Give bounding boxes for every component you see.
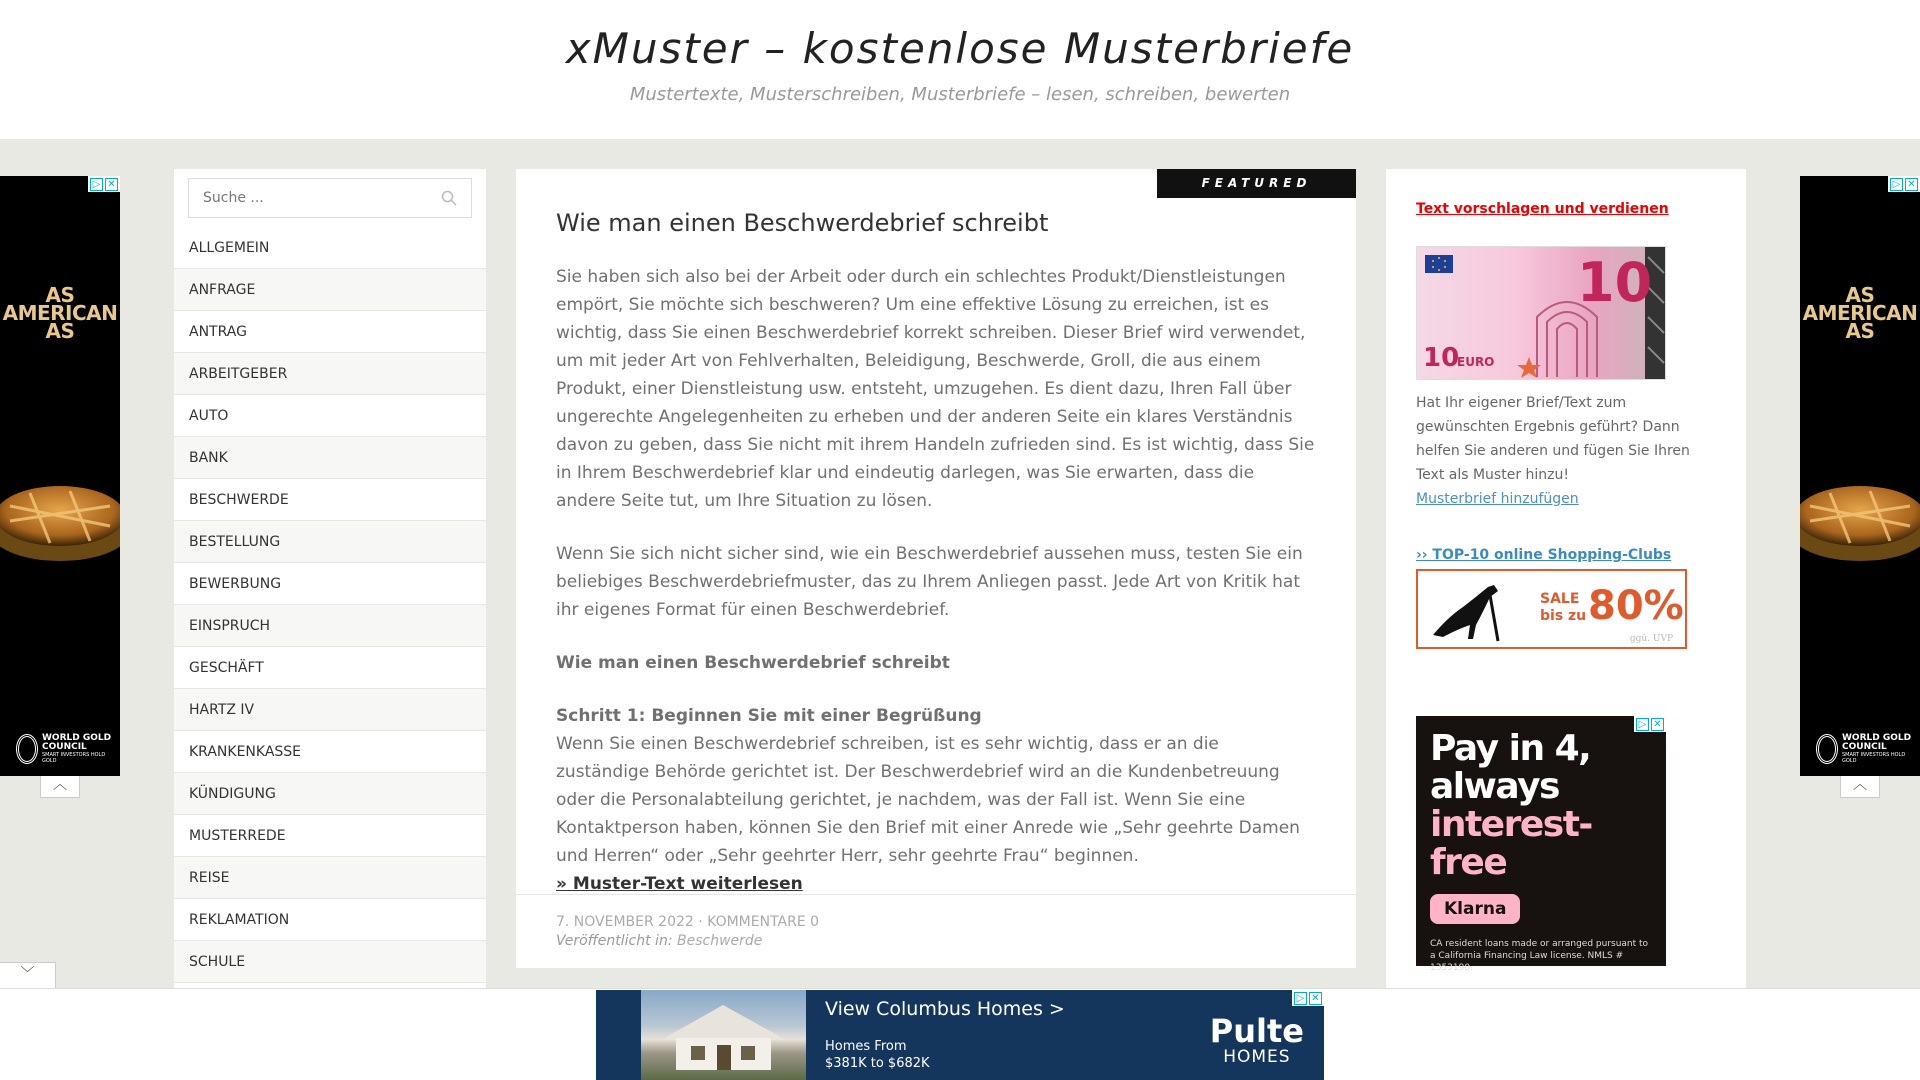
add-template-link[interactable]: Musterbrief hinzufügen: [1416, 491, 1579, 507]
euro-big-value: 10: [1577, 251, 1653, 314]
klarna-line1: Pay in 4,: [1430, 728, 1591, 769]
euro-currency: EURO: [1457, 355, 1495, 369]
sale-label: SALE: [1540, 591, 1580, 607]
sale-banner[interactable]: [1416, 569, 1687, 649]
wgc-brand: WORLD GOLD COUNCIL: [42, 733, 112, 752]
klarna-line2: always: [1430, 766, 1559, 807]
category-item[interactable]: SCHULE: [174, 941, 486, 983]
step-text: Wenn Sie einen Beschwerdebrief schreiben, ist es sehr wichtig, dass er an die zuständige Behörde gerichtet ist. Der Beschwerdebrief wird an die Kundenbetreuung oder die Personalabteilung gerichtet, je nachdem, was der Fall ist. Wenn Sie eine Kontaktperson haben, können Sie den Brief mit einer Anrede wie „Sehr geehrte Damen und Herren“ oder „Sehr geehrter Herr, sehr geehrte Frau“ beginnen.: [556, 734, 1300, 866]
suggest-text: Hat Ihr eigener Brief/Text zum gewünschten Ergebnis geführt? Dann helfen Sie anderen und fügen Sie Ihren Text als Muster hinzu!: [1416, 395, 1690, 483]
euro-value: 10: [1423, 343, 1460, 373]
house-icon: [641, 990, 806, 1080]
category-item[interactable]: BANK: [174, 437, 486, 479]
klarna-line3: interest-free: [1430, 804, 1592, 883]
meta-category-link[interactable]: Beschwerde: [677, 933, 763, 949]
meta-published: [556, 933, 1316, 949]
left-side-ad[interactable]: [0, 176, 120, 776]
category-item[interactable]: EINSPRUCH: [174, 605, 486, 647]
wgc-brand: WORLD GOLD COUNCIL: [1842, 733, 1912, 752]
meta-published-label: Veröffentlicht in:: [556, 933, 673, 949]
article-meta: [516, 894, 1356, 965]
article-step: [556, 702, 1316, 898]
ad-choices-icon[interactable]: ▷ ✕: [1888, 176, 1920, 192]
featured-article: [516, 169, 1356, 968]
pulte-ad-subtitle: [825, 1038, 930, 1072]
wgc-slogan: SMART INVESTORS HOLD GOLD: [1842, 752, 1906, 764]
featured-badge: FEATURED ARTIKEL: [1157, 169, 1356, 198]
side-ad-headline: AS AMERICAN AS: [1802, 283, 1918, 343]
collapse-right-ad-button[interactable]: ︿: [1840, 776, 1880, 798]
house-image: [641, 990, 806, 1080]
site-title[interactable]: xMuster – kostenlose Musterbriefe: [565, 24, 1355, 73]
sale-upto: bis zu: [1540, 608, 1587, 624]
ad-choices-icon[interactable]: ▷ ✕: [88, 176, 120, 192]
sale-note: ggü. UVP: [1629, 634, 1673, 644]
article-title[interactable]: Wie man einen Beschwerdebrief schreibt: [556, 209, 1049, 237]
klarna-button[interactable]: Klarna: [1430, 894, 1520, 924]
suggest-description: [1416, 391, 1716, 511]
suggest-text-link[interactable]: Text vorschlagen und verdienen: [1416, 201, 1669, 217]
wgc-circle-icon: [16, 734, 38, 764]
pulte-sub2: $381K to $682K: [825, 1056, 930, 1071]
article-subheading: Wie man einen Beschwerdebrief schreibt: [556, 653, 950, 673]
step-title: Schritt 1: Beginnen Sie mit einer Begrüßung: [556, 706, 982, 726]
ad-choices-icon[interactable]: ▷ ✕: [1292, 990, 1324, 1006]
search-input[interactable]: [189, 179, 471, 217]
article-body: [556, 209, 1316, 923]
category-item[interactable]: KÜNDIGUNG: [174, 773, 486, 815]
pulte-logo-sub: HOMES: [1223, 1047, 1291, 1067]
apple-pie-icon: [0, 461, 120, 581]
wgc-slogan: SMART INVESTORS HOLD GOLD: [42, 752, 106, 764]
right-sidebar: [1386, 169, 1746, 989]
wgc-circle-icon: [1816, 734, 1838, 764]
category-item[interactable]: HARTZ IV: [174, 689, 486, 731]
apple-pie-icon: [1800, 461, 1920, 581]
pulte-ad-title: View Columbus Homes >: [825, 998, 1065, 1020]
category-item[interactable]: REKLAMATION: [174, 899, 486, 941]
article-paragraph: Wenn Sie sich nicht sicher sind, wie ein Beschwerdebrief aussehen muss, testen Sie ein beliebiges Beschwerdebriefmuster, das zu Ihrem Anliegen passt. Jede Art von Kritik hat ihr eigenes Format für einen Beschwerdebrief.: [556, 544, 1303, 620]
read-more-link[interactable]: » Muster-Text weiterlesen: [556, 874, 803, 894]
site-description: Mustertexte, Musterschreiben, Musterbriefe – lesen, schreiben, bewerten: [629, 84, 1291, 105]
high-heel-shoe-icon: [1428, 577, 1508, 643]
shopping-clubs-link[interactable]: ›› TOP-10 online Shopping-Clubs: [1416, 547, 1672, 563]
category-item[interactable]: ANFRAGE: [174, 269, 486, 311]
right-side-ad[interactable]: [1800, 176, 1920, 776]
world-gold-council-logo: [1816, 734, 1920, 764]
category-item[interactable]: BEWERBUNG: [174, 563, 486, 605]
side-ad-headline: AS AMERICAN AS: [2, 283, 118, 343]
meta-date-comments: 7. NOVEMBER 2022 · KOMMENTARE 0: [556, 914, 820, 930]
category-item[interactable]: ANTRAG: [174, 311, 486, 353]
category-item[interactable]: ALLGEMEIN: [174, 227, 486, 269]
pulte-logo-text: Pulte: [1209, 1012, 1304, 1050]
category-item[interactable]: BESTELLUNG: [174, 521, 486, 563]
category-item[interactable]: MUSTERREDE: [174, 815, 486, 857]
collapse-left-ad-button[interactable]: ︿: [40, 776, 80, 798]
category-list: [174, 227, 486, 983]
category-item[interactable]: BESCHWERDE: [174, 479, 486, 521]
ad-choices-icon[interactable]: ▷ ✕: [1634, 716, 1666, 732]
world-gold-council-logo: [16, 734, 120, 764]
category-item[interactable]: ARBEITGEBER: [174, 353, 486, 395]
category-sidebar: [174, 169, 486, 989]
pulte-homes-ad[interactable]: [596, 990, 1324, 1080]
category-item[interactable]: GESCHÄFT: [174, 647, 486, 689]
pulte-logo: [1209, 1012, 1304, 1070]
euro-banknote-image[interactable]: [1416, 246, 1666, 380]
site-header: [0, 0, 1920, 139]
article-paragraph: Sie haben sich also bei der Arbeit oder durch ein schlechtes Produkt/Dienstleistungen empört, Sie möchte sich beschweren? Um eine effektive Lösung zu erreichen, ist es wichtig, dass Sie einen Beschwerdebrief korrekt schreiben. Dieser Brief wird verwendet, um mit jeder Art von Fehlverhalten, Beleidigung, Beschwerde, Groll, die aus einem Produkt, einer Dienstleistung usw. entsteht, umzugehen. Es dient dazu, Ihren Fall über ungerechte Angelegenheiten zu erheben und der anderen Seite ein klares Verständnis davon zu geben, dass Sie nicht mit ihrem Handeln zufrieden sind. Es ist wichtig, dass Sie in Ihrem Beschwerdebrief klar und eindeutig darlegen, was Sie erwarten, dass die andere Seite tut, um Ihre Situation zu lösen.: [556, 267, 1315, 511]
category-item[interactable]: KRANKENKASSE: [174, 731, 486, 773]
search-box: [188, 178, 472, 218]
klarna-headline: [1430, 730, 1652, 882]
sale-percent: 80%: [1588, 583, 1684, 629]
klarna-ad[interactable]: [1416, 716, 1666, 973]
search-icon[interactable]: [441, 190, 457, 206]
pulte-sub1: Homes From: [825, 1039, 907, 1054]
collapse-bottom-ad-button[interactable]: ﹀: [0, 962, 56, 988]
category-item[interactable]: AUTO: [174, 395, 486, 437]
category-item[interactable]: REISE: [174, 857, 486, 899]
klarna-disclaimer: CA resident loans made or arranged pursuant to a California Financing Law license. NMLS # 1353190.: [1430, 939, 1649, 973]
